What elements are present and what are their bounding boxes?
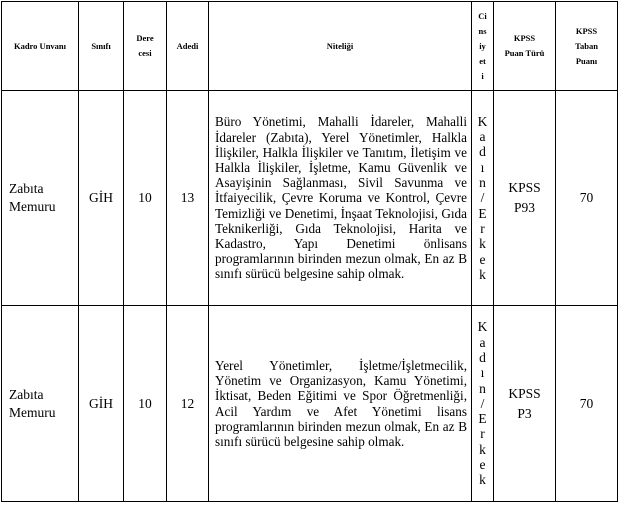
cell-kpss-taban-puani: 70 bbox=[556, 91, 618, 306]
stacked-text-line: a bbox=[479, 129, 486, 145]
stacked-text-line: n bbox=[479, 175, 486, 191]
stacked-text-line: et bbox=[479, 55, 486, 66]
stacked-text-line: Dere bbox=[136, 33, 154, 43]
cell-niteligi: Yerel Yönetimler, İşletme/İşletmecilik, Yönetim ve Organizasyon, Kamu Yönetimi, İktisat, Beden Eğitimi ve Spor Öğretmenliği, Acil Yardım ve Afet Yönetimi lisans programlarının birinden mezun olmak, En az B sınıfı sürücü belgesine sahip olmak. bbox=[209, 306, 472, 502]
table-header-row bbox=[2, 2, 618, 91]
header-kpss-puan-turu: KPSS Puan Türü bbox=[494, 2, 556, 91]
cell-kpss-puan-turu: KPSS P3 bbox=[494, 306, 556, 502]
header-derecesi-text bbox=[124, 31, 166, 61]
header-kpss-taban-puani: KPSS Taban Puanı bbox=[556, 2, 618, 91]
stacked-text-line: iy bbox=[479, 40, 486, 51]
cell-kadro-unvani: Zabıta Memuru bbox=[2, 91, 79, 306]
stacked-text-line: d bbox=[479, 349, 486, 365]
cinsiyeti-vertical-text bbox=[472, 319, 493, 487]
cell-sinifi: GİH bbox=[79, 91, 124, 306]
stacked-text-line: k bbox=[479, 236, 486, 252]
stacked-text-line: d bbox=[479, 144, 486, 160]
cell-adedi: 13 bbox=[167, 91, 209, 306]
stacked-text-line: K bbox=[477, 319, 488, 335]
cell-sinifi: GİH bbox=[79, 306, 124, 502]
stacked-text-line: cesi bbox=[138, 48, 152, 58]
stacked-text-line: E bbox=[478, 205, 487, 221]
header-adedi: Adedi bbox=[167, 2, 209, 91]
stacked-text-line: ı bbox=[480, 159, 485, 175]
header-sinifi: Sınıfı bbox=[79, 2, 124, 91]
stacked-text-line: k bbox=[479, 472, 486, 488]
header-cinsiyeti bbox=[472, 2, 494, 91]
cell-kpss-taban-puani: 70 bbox=[556, 306, 618, 502]
stacked-text-line: Ci bbox=[478, 10, 487, 21]
cell-derecesi: 10 bbox=[124, 91, 167, 306]
cell-niteligi: Büro Yönetimi, Mahalli İdareler, Mahalli İdareler (Zabıta), Yerel Yönetimler, Halkla İlişkiler, Halkla İlişkiler ve Tanıtım, İletişim ve Halkla İlişkiler, İşletme, Kamu Güvenlik ve Asayişinin Sağlanması, Sivil Savunma ve İtfaiyecilik, Çevre Koruma ve Kontrol, Çevre Temizliği ve Denetimi, İnşaat Teknolojisi, Gıda Teknikerliği, Gıda Teknolojisi, Harita ve Kadastro, Yapı Denetimi önlisans programlarının birinden mezun olmak, En az B sınıfı sürücü belgesine sahip olmak. bbox=[209, 91, 472, 306]
stacked-text-line: r bbox=[480, 220, 485, 236]
cell-cinsiyeti bbox=[472, 91, 494, 306]
cell-kadro-unvani: Zabıta Memuru bbox=[2, 306, 79, 502]
stacked-text-line: k bbox=[479, 441, 486, 457]
stacked-text-line: / bbox=[480, 190, 485, 206]
table-row bbox=[2, 91, 618, 306]
cinsiyeti-vertical-text bbox=[472, 114, 493, 282]
stacked-text-line: E bbox=[478, 411, 487, 427]
stacked-text-line: k bbox=[479, 266, 486, 282]
header-cinsiyeti-text bbox=[472, 9, 493, 84]
stacked-text-line: K bbox=[477, 113, 488, 129]
stacked-text-line: e bbox=[479, 251, 486, 267]
stacked-text-line: i bbox=[481, 70, 484, 81]
kadro-table bbox=[1, 1, 618, 502]
header-derecesi bbox=[124, 2, 167, 91]
cell-kpss-puan-turu: KPSS P93 bbox=[494, 91, 556, 306]
stacked-text-line: ns bbox=[478, 25, 487, 36]
header-niteligi: Niteliği bbox=[209, 2, 472, 91]
stacked-text-line: e bbox=[479, 457, 486, 473]
header-kadro-unvani: Kadro Unvanı bbox=[2, 2, 79, 91]
stacked-text-line: / bbox=[480, 395, 485, 411]
cell-derecesi: 10 bbox=[124, 306, 167, 502]
table-row bbox=[2, 306, 618, 502]
stacked-text-line: ı bbox=[480, 365, 485, 381]
stacked-text-line: n bbox=[479, 380, 486, 396]
cell-cinsiyeti bbox=[472, 306, 494, 502]
cell-adedi: 12 bbox=[167, 306, 209, 502]
stacked-text-line: a bbox=[479, 334, 486, 350]
stacked-text-line: r bbox=[480, 426, 485, 442]
